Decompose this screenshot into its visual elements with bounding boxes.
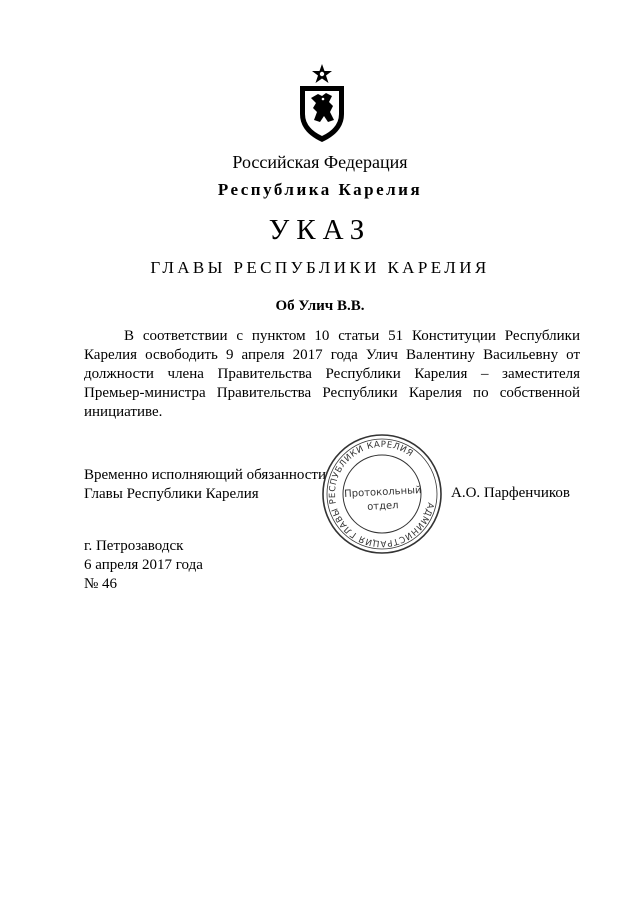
document-type-title: УКАЗ (268, 214, 372, 246)
official-stamp (320, 432, 444, 556)
stamp-center-line-2: отдел (366, 500, 399, 513)
coat-of-arms-emblem (296, 62, 348, 144)
signatory-role-line-1: Временно исполняющий обязанности (84, 467, 327, 483)
decree-subject: Об Улич В.В. (275, 298, 365, 314)
stamp-center-line-1: Протокольный (343, 484, 422, 501)
star-icon (312, 64, 332, 83)
signatory-role-line-2: Главы Республики Карелия (84, 486, 259, 502)
decree-body: В соответствии с пунктом 10 статьи 51 Конституции Республики Карелия освободить 9 апреля 2017 года Улич Валентину Васильевну от должности члена Правительства Республики Карелия – заместителя Премьер-министра Правительства Республики Карелия по собственной инициативе. (84, 328, 580, 420)
issuer-title: ГЛАВЫ РЕСПУБЛИКИ КАРЕЛИЯ (150, 258, 490, 277)
place: г. Петрозаводск (84, 538, 184, 554)
date: 6 апреля 2017 года (84, 557, 203, 573)
document-number: № 46 (84, 576, 118, 592)
republic-title: Республика Карелия (217, 180, 423, 199)
signatory-name: А.О. Парфенчиков (451, 485, 570, 501)
document-footer (84, 537, 203, 594)
signatory-role (84, 466, 326, 504)
stamp-ring-text: АДМИНИСТРАЦИЯ ГЛАВЫ РЕСПУБЛИКИ КАРЕЛИЯ (327, 439, 436, 549)
country-title: Российская Федерация (232, 152, 408, 172)
